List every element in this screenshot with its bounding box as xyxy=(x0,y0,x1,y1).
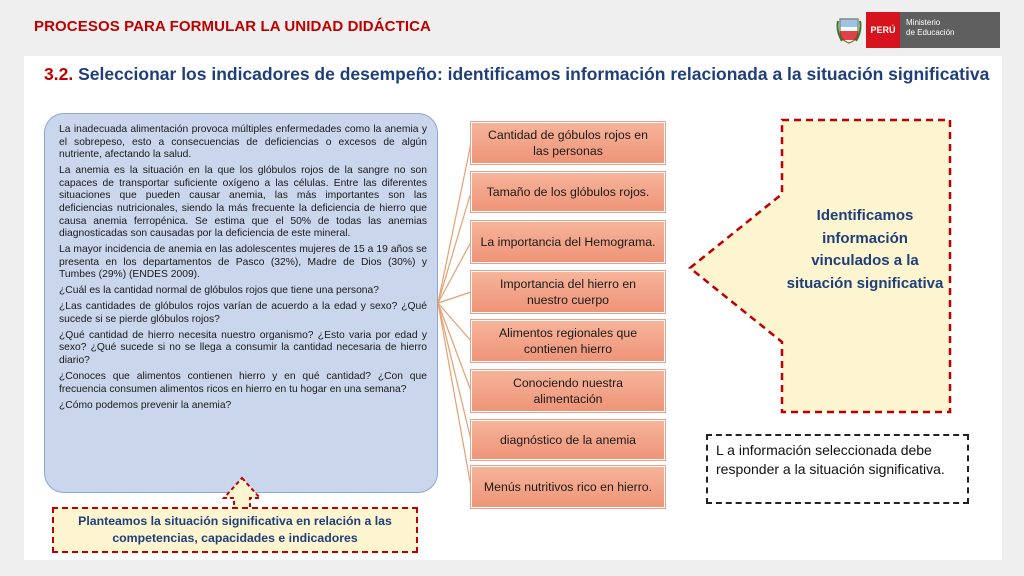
logo-ministry-line1: Ministerio xyxy=(906,18,941,27)
indicator-item: diagnóstico de la anemia xyxy=(471,420,665,460)
indicator-item: Importancia del hierro en nuestro cuerpo xyxy=(471,271,665,313)
section-number: 3.2. xyxy=(44,64,74,84)
situation-paragraph: La mayor incidencia de anemia en las adolescentes mujeres de 15 a 19 años se presenta en los departamentos de Pasco (32%), Madre de Dios (30%) y Tumbes (29%) (ENDES 2009). xyxy=(59,244,427,281)
indicator-item: Alimentos regionales que contienen hierro xyxy=(471,320,665,362)
situation-question: ¿Las cantidades de glóbulos rojos varían de acuerdo a la edad y sexo? ¿Qué sucede si se pierde glóbulos rojos? xyxy=(59,301,427,325)
selection-note: L a información seleccionada debe responder a la situación significativa. xyxy=(706,434,969,504)
slide-header-title: PROCESOS PARA FORMULAR LA UNIDAD DIDÁCTICA xyxy=(34,18,431,35)
logo-ministry-line2: de Educación xyxy=(906,28,955,37)
situation-paragraph: La inadecuada alimentación provoca múltiples enfermedades como la anemia y el sobrepeso, esto a consecuencias de deficiencias o excesos de algún nutriente, afectando la salud. xyxy=(59,124,427,161)
situation-paragraph: La anemia es la situación en la que los glóbulos rojos de la sangre no son capaces de transportar suficiente oxígeno a las células. Entre las diferentes situaciones que pueden causar anemia, las más importantes son las deficiencias nutricionales, siendo la más frecuente la deficiencia de hierro que causa anemia ferropénica. Se estima que el 50% de todas las anemias diagnosticadas son causadas por la deficiencia de este mineral. xyxy=(59,165,427,240)
indicator-item: La importancia del Hemograma. xyxy=(471,221,665,263)
arrow-label: Identificamos información vinculados a la situación significativa xyxy=(786,207,944,292)
indicator-item: Cantidad de góbulos rojos en las personas xyxy=(471,122,665,164)
indicator-item: Menús nutritivos rico en hierro. xyxy=(471,466,665,508)
situation-question: ¿Qué cantidad de hierro necesita nuestro organismo? ¿Esto varia por edad y sexo? ¿Qué sucede si no se llega a consumir la cantidad necesaria de hierro diario? xyxy=(59,329,427,367)
situation-question: ¿Cómo podemos prevenir la anemia? xyxy=(59,399,232,411)
indicator-item: Tamaño de los glóbulos rojos. xyxy=(471,172,665,212)
situation-question: ¿Cuál es la cantidad normal de glóbulos rojos que tiene una persona? xyxy=(59,285,379,297)
indicator-item: Conociendo nuestra alimentación xyxy=(471,370,665,412)
situation-question: ¿Conoces que alimentos contienen hierro y en qué cantidad? ¿Con que frecuencia consumen alimentos ricos en hierro en tu hogar en una semana? xyxy=(59,371,427,395)
situation-callout: Planteamos la situación significativa en relación a las competencias, capacidades e indicadores xyxy=(52,507,418,553)
section-title-text: Seleccionar los indicadores de desempeño: identificamos información relacionada a la situación significativa xyxy=(78,64,990,84)
logo-country: PERÚ xyxy=(866,12,900,48)
